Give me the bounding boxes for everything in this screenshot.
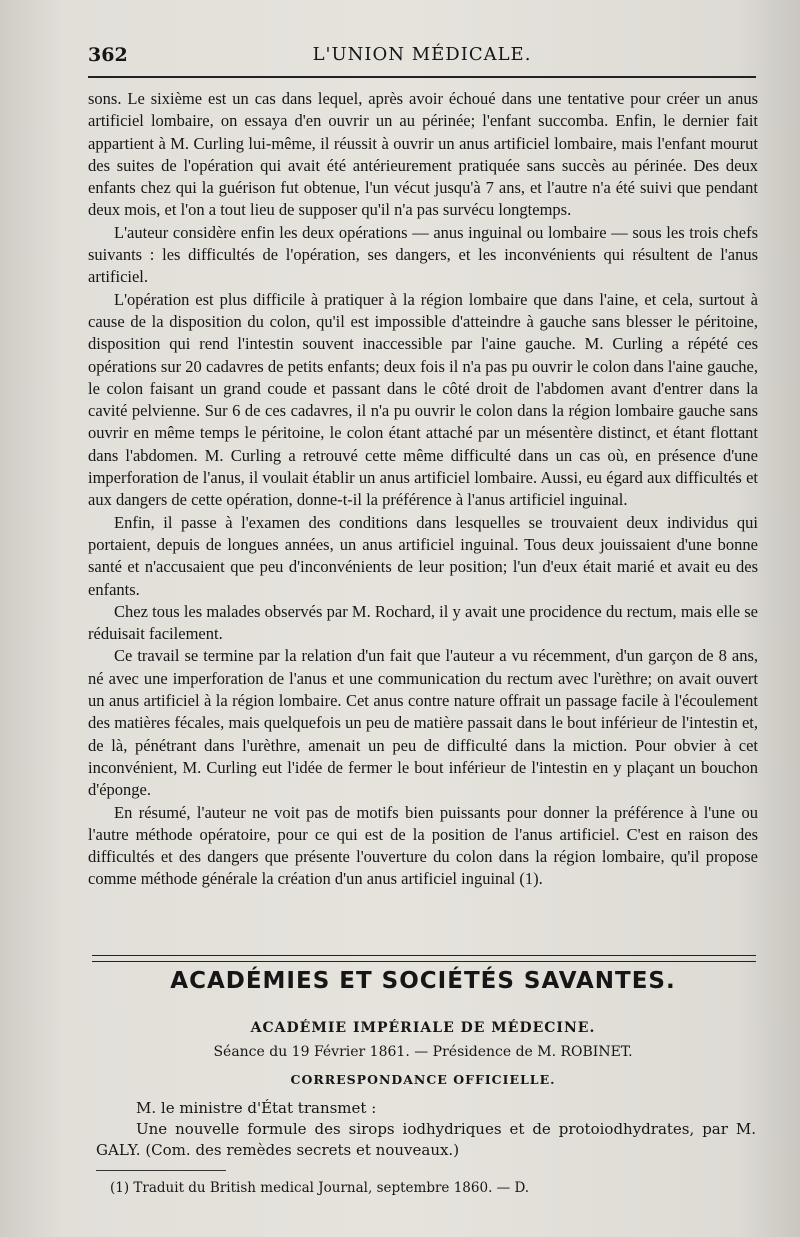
page-number: 362 <box>88 44 128 66</box>
paragraph: Ce travail se termine par la relation d'un fait que l'auteur a vu récemment, d'un garçon de 8 ans, né avec une imperforation de l'anus et une communication du rectum avec l'urèthre; on avait ouvert un anus artificiel à la région lombaire. Cet anus contre nature offrait un passage facile à l'écoulement des matières fécales, mais quelquefois un peu de matière passait dans le bout inférieur de l'intestin et, de là, pénétrant dans l'urèthre, amenait un peu de difficulté dans la miction. Pour obvier à cet inconvénient, M. Curling eut l'idée de fermer le bout inférieur de l'intestin en y plaçant un bouchon d'éponge. <box>88 646 758 800</box>
paragraph: M. le ministre d'État transmet : <box>136 1099 377 1117</box>
section-divider <box>92 955 756 962</box>
article-body <box>88 88 758 891</box>
section-body <box>96 1098 756 1161</box>
journal-title: L'UNION MÉDICALE. <box>312 44 532 65</box>
academy-heading: ACADÉMIE IMPÉRIALE DE MÉDECINE. <box>250 1020 596 1036</box>
paragraph: L'auteur considère enfin les deux opérations — anus inguinal ou lombaire — sous les trois chefs suivants : les difficultés de l'opération, ses dangers, et les inconvénients qui résultent de l'anus artificiel. <box>88 222 758 287</box>
paragraph: Chez tous les malades observés par M. Rochard, il y avait une procidence du rectum, mais elle se réduisait facilement. <box>88 601 758 644</box>
footnote: (1) Traduit du British medical Journal, septembre 1860. — D. <box>110 1180 530 1196</box>
paragraph: Une nouvelle formule des sirops iodhydriques et de protoiodhydrates, par M. GALY. (Com. des remèdes secrets et nouveaux.) <box>96 1120 756 1159</box>
running-head <box>88 44 756 72</box>
paragraph: En résumé, l'auteur ne voit pas de motifs bien puissants pour donner la préférence à l'une ou l'autre méthode opératoire, pour ce qui est de la position de l'anus artificiel. C'est en raison des difficultés et des dangers que présente l'ouverture du colon dans la région lombaire, qu'il propose comme méthode générale la création d'un anus artificiel inguinal (1). <box>88 802 758 889</box>
paragraph: sons. Le sixième est un cas dans lequel, après avoir échoué dans une tentative pour créer un anus artificiel lombaire, on essaya d'en ouvrir un au périnée; l'enfant succomba. Enfin, le dernier fait appartient à M. Curling lui-même, il réussit à ouvrir un anus artificiel lombaire, mais l'enfant mourut des suites de l'opération qui avait été antérieurement pratiquée sans succès au périnée. Des deux enfants chez qui la guérison fut obtenue, l'un vécut jusqu'à 7 ans, et l'autre n'a été suivi que pendant deux mois, et l'on a tout lieu de supposer qu'il n'a pas survécu longtemps. <box>88 89 758 220</box>
correspondance-heading: CORRESPONDANCE OFFICIELLE. <box>290 1072 556 1087</box>
seance-line: Séance du 19 Février 1861. — Présidence de M. ROBINET. <box>213 1044 633 1060</box>
section-title: ACADÉMIES ET SOCIÉTÉS SAVANTES. <box>170 968 676 994</box>
paragraph: Enfin, il passe à l'examen des conditions dans lesquelles se trouvaient deux individus qui portaient, depuis de longues années, un anus artificiel inguinal. Tous deux jouissaient d'une bonne santé et n'accusaient que peu d'inconvénients de leur position; l'un d'eux était marié et avait eu des enfants. <box>88 512 758 599</box>
header-rule <box>88 76 756 78</box>
paragraph: L'opération est plus difficile à pratiquer à la région lombaire que dans l'aine, et cela, surtout à cause de la disposition du colon, qu'il est impossible d'atteindre à gauche sans blesser le péritoine, disposition qui rend l'intestin souvent inaccessible par l'aine gauche. M. Curling a répété ces opérations sur 20 cadavres de petits enfants; deux fois il n'a pas pu ouvrir le colon dans l'aine gauche, le colon faisant un grand coude et passant dans le côté droit de l'abdomen avant d'entrer dans la cavité pelvienne. Sur 6 de ces cadavres, il n'a pu ouvrir le colon dans la région lombaire gauche sans ouvrir en même temps le péritoine, le colon étant attaché par un mésentère distinct, et étant flottant dans l'abdomen. M. Curling a retrouvé cette même difficulté dans un cas où, en présence d'une imperforation de l'anus, il voulait établir un anus artificiel lombaire. Aussi, eu égard aux difficultés et aux dangers de cette opération, donne-t-il la préférence à l'anus artificiel inguinal. <box>88 289 758 510</box>
footnote-rule <box>96 1170 226 1171</box>
